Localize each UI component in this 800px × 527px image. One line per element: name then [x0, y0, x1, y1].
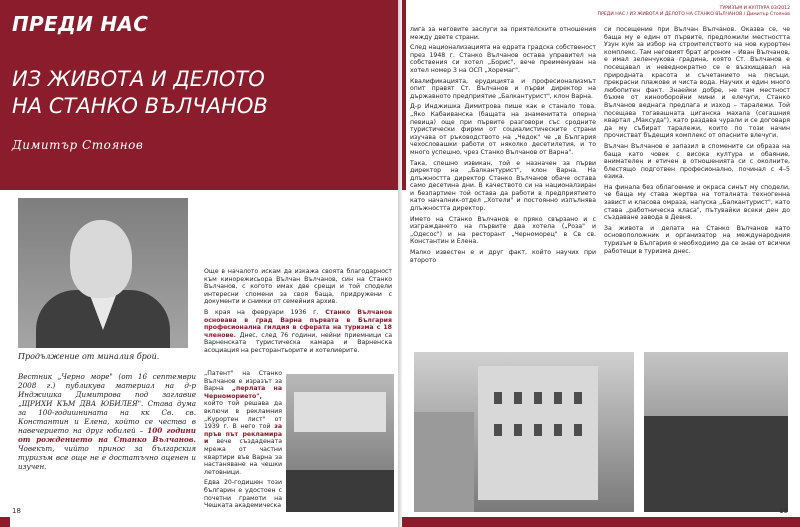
paragraph-resort: си посещение при Вълчан Вълчанов. Оказва се, че баща му е един от първите, предложили местността Узун кум за избор на строителството на нов курортен комплекс. Там неговият брат агроном – Иван Вълчанов, е имал зеленчукова градина, която Ст. Вълчанов е посещавал и неведнократно се е възхищавал на природната красота и съчетанието на пясъци, прекрасни плажове и чиста вода. Научих и един много любопитен факт. Знаейки добре, не там местност бъхме от кинооборойни мини и елечуги, Станко Вълчанов веднага предлага и изход – таралежи. Той посещава тогавашната циганска махала (сегашния квартал „Максуда"), като раздава чурали и се договаря да му събират таралежи, които по този начин прочистват бъдещия комплекс от опасните влечуги.	[604, 26, 790, 140]
right-edge-strip	[402, 0, 406, 190]
title-line-1: ИЗ ЖИВОТА И ДЕЛОТО	[12, 67, 265, 91]
building-photo	[414, 352, 634, 512]
group-people	[644, 416, 788, 512]
hotel-window	[494, 424, 502, 436]
paragraph-awards: Едва 20-годишен този българин е удостоен с почетни грамоти на Чешката академическа	[204, 479, 282, 510]
group-photo	[644, 352, 788, 512]
paragraph-patent	[204, 370, 282, 476]
intro-highlight: 100 години от рождението на Станко Вълчанов.	[18, 426, 196, 444]
paragraph-league: лига за неговите заслуги за приятелските отношения между двете страни.	[410, 26, 596, 41]
patent-mid: който той решава да включи в рекламния „Курортен лист" от 1939 г. В него той	[204, 400, 282, 431]
intro-end: Човекът, чийто принос за българския туризъм все още не е достатъчно оценен и изучен.	[18, 444, 196, 471]
patent-highlight: „перлата на Черноморието",	[204, 385, 283, 400]
page-number-right: 19	[779, 507, 788, 515]
left-page	[0, 0, 398, 527]
hotel-window	[574, 424, 582, 436]
hotel-window	[574, 392, 582, 404]
photo-caption: Продължение от миналия брой.	[18, 352, 160, 361]
paragraph-thanks: Още в началото искам да изкажа своята благодарност към кинорежисьора Вълчан Вълчанов, син на Станко Вълчанов, с когото имах две срещи и той сподели интересни спомени за своя баща, придружени с документи и снимки от семейния архив.	[204, 268, 392, 306]
right-bottom-bar	[402, 517, 800, 527]
right-page	[402, 0, 800, 527]
hotel-window	[534, 392, 542, 404]
running-head-issue: ТУРИЗЪМ И КУЛТУРА 03/2012	[719, 6, 790, 11]
guild-highlight: Станко Вълчанов основава в град Варна първата в България професионална гилдия в сферата на туризма с 18 членове.	[204, 308, 392, 339]
paragraph-guild	[204, 309, 392, 355]
left-text-column	[204, 268, 392, 358]
patent-highlight-2: за пръв път рекламира и	[204, 423, 282, 446]
guild-end: Днес, след 76 години, нейни приемници са Варненската туристическа камара и Варненска асоциация на ресторантьорите и хотелиерите.	[204, 331, 393, 354]
intro-paragraph	[18, 372, 196, 471]
patent-start: „Патент" на Станко Вълчанов е изразът за Варна	[204, 370, 282, 393]
portrait-face	[70, 220, 132, 298]
portrait-photo	[18, 198, 188, 348]
paragraph-kabaivanska: Д-р Инджишка Димитрова пише как е станало това. „Яко Кабаиванска (бащата на знаменитата оперна певица) още при първите разговори със сродните туристически фирми от социалистическите страни изучава от ръководството на „Чедок" че „в България чехословашки работи от няколко десетилетия, и то много успешно, чрез Станко Вълчанов от Варна".	[410, 103, 596, 156]
patent-end: вече създадената мрежа от частни квартири във Варна за настаняване на чешки летовници.	[204, 438, 282, 476]
hotel-window	[534, 424, 542, 436]
street-photo	[286, 374, 394, 512]
title-line-2: НА СТАНКО ВЪЛЧАНОВ	[12, 94, 268, 118]
running-head	[598, 6, 790, 18]
paragraph-hotels: Името на Станко Вълчанов е пряко свързано и с изграждането на първите два хотела („Роза" и „Одесос") и на ресторант „Черноморец" в Св св. Константин и Елена.	[410, 215, 596, 246]
author-byline: Димитър Стоянов	[12, 138, 144, 152]
hotel-window	[514, 424, 522, 436]
side-building	[414, 412, 474, 512]
street-crowd	[286, 470, 394, 512]
left-narrow-column	[204, 370, 282, 513]
intro-text: Вестник „Черно море" (от 16 септември 2008 г.) публикува материал на д-р Инджишка Димитрова под заглавие „ЩРИХИ КЪМ ДВА ЮБИЛЕЯ". Става дума за 100-годишнината на кк Св. св. Константин и Елена, който се чества в навечерието на друг юбилей –	[18, 372, 196, 435]
hotel-window	[514, 392, 522, 404]
section-label: ПРЕДИ НАС	[12, 12, 149, 36]
paragraph-legacy: За живота и делата на Станко Вълчанов като основоположник и организатор на международния туризъм в България е необходимо да се знае от всички работещи в туризма днес.	[604, 224, 790, 255]
article-title	[12, 66, 392, 120]
paragraph-qualification: Квалификацията, ерудицията и професионализмът опит правят Ст. Вълчанов и първи директор на държавното предприятие „Балкантурист", клон Варна.	[410, 77, 596, 100]
right-column-1	[410, 26, 596, 267]
paragraph-nationalization: След национализацията на едрата градска собственост през 1948 г. Станко Вълчанов остава управител на собствения си хотел „Борис", вече преименуван на хотел номер 3 на ОСП „Хоремаг".	[410, 44, 596, 74]
hotel-window	[554, 424, 562, 436]
page-number-left: 18	[12, 507, 21, 515]
paragraph-memories: Вълчан Вълчанов е запазил в спомените си образа на баща като човек с висока култура и обаяние, внимателен и етичен в отношенията си с околните, блестящо подготвен професионално, починал с 4–5 езика.	[604, 142, 790, 181]
hotel-window	[554, 392, 562, 404]
left-corner-mark	[0, 517, 10, 527]
running-head-title: ПРЕДИ НАС / ИЗ ЖИВОТА И ДЕЛОТО НА СТАНКО ВЪЛЧАНОВ / Димитър Стоянов	[597, 12, 790, 17]
intro-column	[18, 372, 196, 474]
paragraph-final: На финала без облагоение и окраса синът му сподели, че баща му става жертва на тоталната техногенна завист и класова омраза, напуска „Балкантурист", като става „работническа класа", пътувайки всеки ден до създаване завода в Девня.	[604, 183, 790, 222]
paragraph-appointment: Така, спешно извикан, той е назначен за първи директор на „Балкантурист", клон Варна. На длъжността директор Станко Вълчанов обаче остава само десетина дни. В качеството си на националзиран и безпартиен той остава да работи в предприятието като началник-отдел „Хотели" и постоянно изпълнява длъжността директор.	[410, 159, 596, 213]
hotel-window	[494, 392, 502, 404]
paragraph-fact: Малко известен е и друг факт, който научих при второто	[410, 249, 596, 264]
street-building	[294, 392, 386, 432]
guild-start: В края на февруари 1936 г.	[204, 308, 319, 316]
right-column-2	[604, 26, 790, 258]
